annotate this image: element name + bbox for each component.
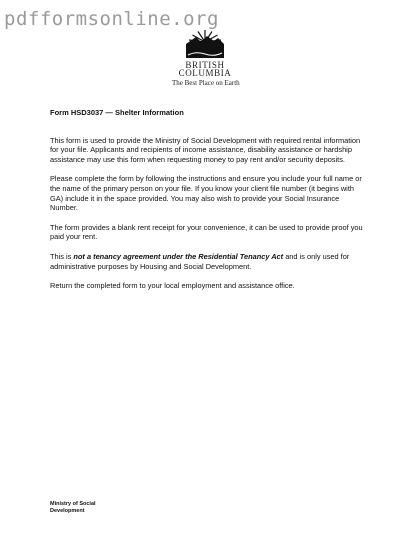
notice-text-after: and is only used for administrative purposes by Housing and Social Development. xyxy=(50,251,350,271)
footer-line-1: Ministry of Social xyxy=(50,501,96,507)
document-body xyxy=(50,108,368,301)
notice-text-before: This is xyxy=(50,251,74,261)
bc-logo xyxy=(170,28,250,87)
form-title: Form HSD3037 — Shelter Information xyxy=(50,108,184,117)
footer-line-2: Development xyxy=(50,508,85,514)
bc-sun-mountain-icon xyxy=(184,28,226,60)
logo-tagline: The Best Place on Earth xyxy=(172,79,240,87)
notice-emphasis: not a tenancy agreement under the Residential Tenancy Act xyxy=(73,251,284,261)
watermark-text: pdfformsonline.org xyxy=(4,8,219,30)
paragraph-tenancy-notice xyxy=(50,252,368,271)
paragraph-rent-receipt: The form provides a blank rent receipt for your convenience, it can be used to provide proof you paid your rent. xyxy=(50,222,363,242)
footer-ministry xyxy=(50,501,170,515)
paragraph-purpose: This form is used to provide the Ministry of Social Development with required rental information for your file. Applicants and recipients of income assistance, disability assistance or hardship assistance may use this form when requesting money to pay rent and/or security deposits. xyxy=(50,135,361,164)
logo-line-british: BRITISH xyxy=(185,60,225,70)
paragraph-return-instructions: Return the completed form to your local employment and assistance office. xyxy=(50,281,295,291)
logo-line-columbia: COLUMBIA xyxy=(178,68,232,78)
paragraph-instructions: Please complete the form by following the instructions and ensure you include your full name or the name of the primary person on your file. If you know your client file number (it begins with GA) include it in the space provided. You may also wish to provide your Social Insurance Number. xyxy=(50,174,362,213)
